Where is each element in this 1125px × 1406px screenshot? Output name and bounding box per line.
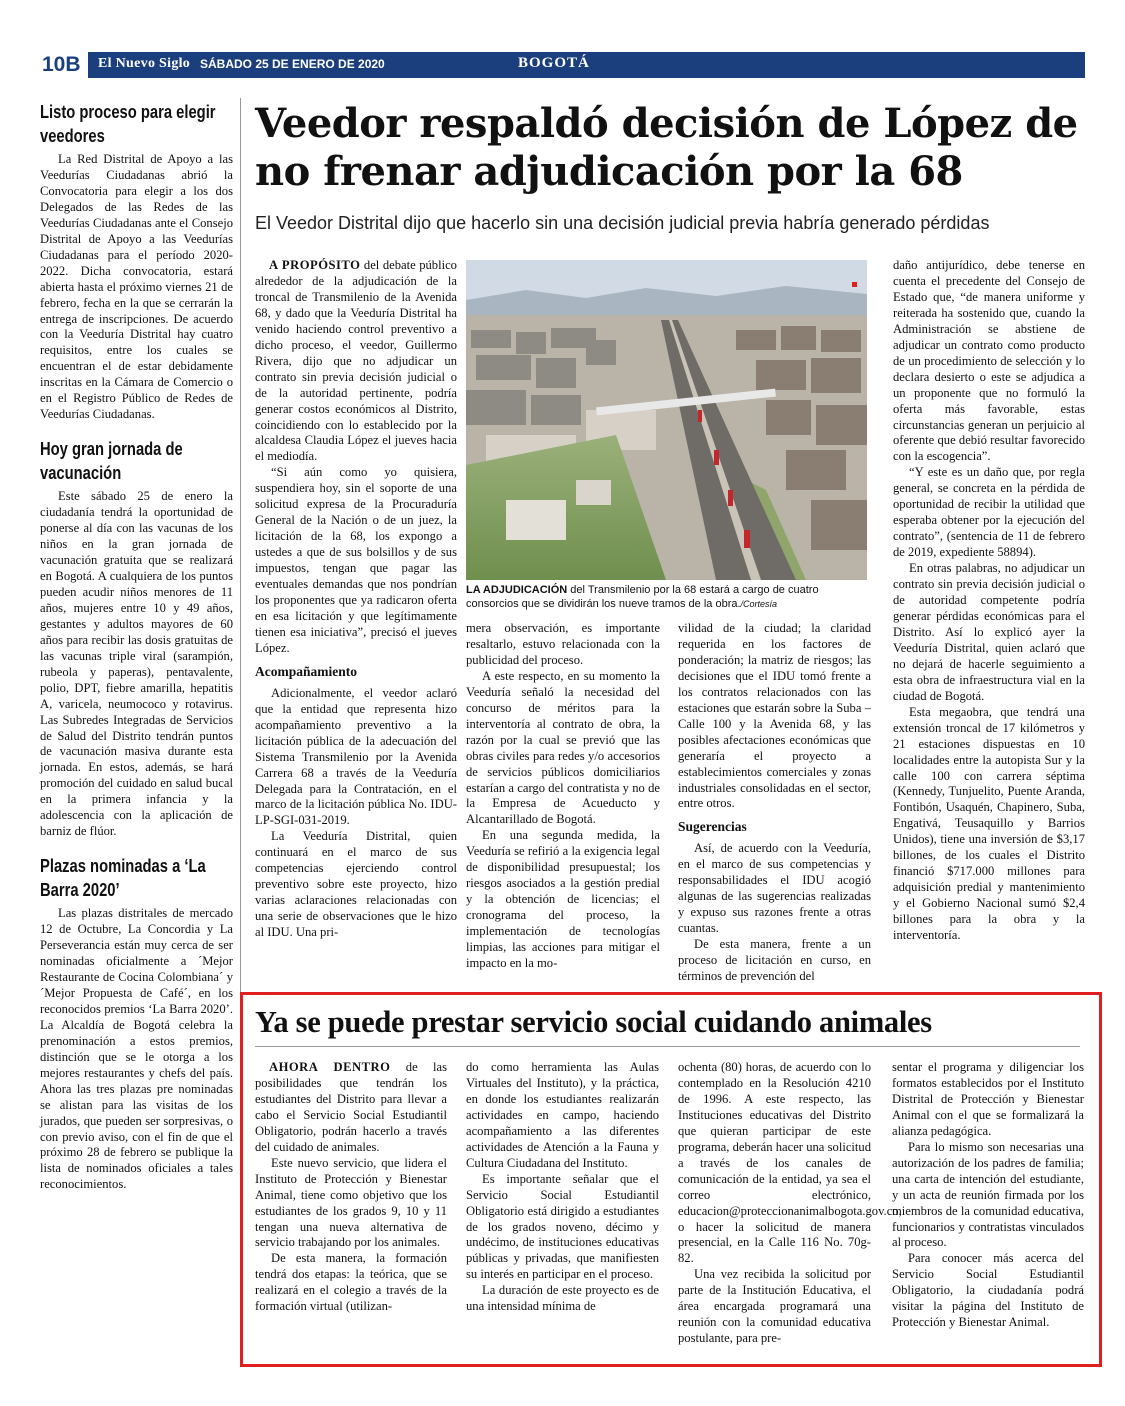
brief-body: Las plazas distritales de mercado 12 de Octubre, La Concordia y La Perseverancia están muy cerca de ser nominadas oficialmente a ´Mejor Restaurante de Cocina Colombiana´ y ´Mejor Propuesta de Café´, en los reconocidos premios ‘La Barra 2020’. La Alcaldía de Bogotá celebra la prenominación a estos premios, distinción que se le otorga a los mejores restaurantes y chefs del país. Ahora las tres plazas pre nominadas se alistan para las visitas de los jurados, que pueden ser sorpresivas, o con previo aviso, con el fin de que el próximo 28 de febrero se publique la lista de nominados oficiales a tales reconocimientos. [40,906,233,1192]
headline-rule [255,1046,1080,1047]
issue-date: SÁBADO 25 DE ENERO DE 2020 [200,57,385,71]
article-subtitle: Sugerencias [678,819,747,835]
article-paragraph: sentar el programa y diligenciar los formatos establecidos por el Instituto Distrital de Protección y Bienestar Animal con el que se formalizará la alianza pedagógica. [892,1060,1084,1138]
article-paragraph: vilidad de la ciudad; la claridad requerida en los factores de ponderación; la matriz de riesgos; las decisiones que el IDU tomó frente a los contratos relacionados con las estaciones que estarán sobre la Suba – Calle 100 y la Avenida 68, y las posibles afectaciones económicas que generaría el proyecto a establecimientos comerciales y zonas industriales consolidadas en el sector, entre otros. [678,621,871,811]
brief-title: Listo proceso para elegir veedores [40,102,216,146]
brief-plazas [40,854,233,1193]
brief-body: Este sábado 25 de enero la ciudadanía tendrá la oportunidad de ponerse al día con las vacunas de los niños en la gran jornada de vacunación gratuita que se realizará en Bogotá. A cualquiera de los puntos pueden acudir niños menores de 11 años, mujeres entre 10 y 49 años, gestantes y adultos mayores de 60 años para recibir las dosis gratuitas de las vacunas triple viral (sarampión, rubeola y paperas), pentavalente, polio, DPT, fiebre amarilla, hepatitis A, varicela, neumococo y rotavirus. Las Subredes Integradas de Servicios de Salud del Distrito tendrán puntos de vacunación masiva durante esta jornada. En estos, además, se hará promoción del cuidado en salud bucal en la primera infancia y la adolescencia con la aplicación de barniz de flúor. [40,489,233,839]
article-paragraph: Adicionalmente, el veedor aclaró que la entidad que representa hizo acompañamiento preventivo a la licitación pública de la adecuación del Sistema Transmilenio por la Avenida Carrera 68 a través de la Veeduría Delegada para la Contratación, en el marco de la licitación pública No. IDU-LP-SGI-031-2019. [255,685,457,828]
article-photo [466,260,867,580]
page-number: 10B [40,52,88,78]
brief-vacunacion [40,437,233,840]
sidebar-briefs [40,100,233,1193]
lead-in: AHORA DENTRO [269,1060,391,1074]
box-column-3 [678,1060,902,1347]
article-column-2 [466,621,660,972]
page-header-bar [40,52,1085,78]
article-column-3 [678,621,871,985]
article-paragraph: A este respecto, en su momento la Veeduría señaló la necesidad del concurso de méritos para la interventoría al contrato de obra, la razón por la cual se previó que las obras civiles para redes y/o accesorios de servicios públicos domiciliarios estarían a cargo del contratista y no de la Empresa de Acueducto y Alcantarillado de Bogotá. [466,668,660,827]
main-subhead: El Veedor Distrital dijo que hacerlo sin una decisión judicial previa habría generado pérdidas [255,213,990,233]
article-paragraph: La duración de este proyecto es de una intensidad mínima de [466,1283,659,1314]
article-paragraph: ochenta (80) horas, de acuerdo con lo contemplado en la Resolución 4210 de 1996. A este respecto, las Instituciones educativas del Distrito que quieran participar de este programa, deberán hacer una solicitud a través de los canales de comunicación de la entidad, ya sea el correo electrónico, educacion@proteccionanimalbogota.gov.co, o hacer la solicitud de manera presencial, en la Calle 116 No. 70g-82. [678,1060,902,1266]
article-paragraph: La Veeduría Distrital, quien continuará en el marco de sus competencias ejerciendo control preventivo sobre este proyecto, hizo varias aclaraciones relacionadas con una serie de observaciones que le hizo al IDU. Una pri- [255,829,457,940]
article-column-1 [255,258,457,941]
lead-in: A PROPÓSITO [269,258,361,272]
article-paragraph: De esta manera, frente a un proceso de licitación en curso, en términos de prevención del [678,937,871,984]
article-paragraph: Esta megaobra, que tendrá una extensión troncal de 17 kilómetros y 21 estaciones dispuestas en 10 localidades entre la autopista Sur y la calle 100 con carrera séptima (Kennedy, Tunjuelito, Puente Aranda, Fontibón, Usaquén, Chapinero, Suba, Engativá, Teusaquillo y Barrios Unidos), tiene una inversión de $3,17 billones, de los cuales el Distrito financió $717.000 millones para adquisición predial y mantenimiento y el Gobierno Nacional sumó $2,4 billones para la obra y la interventoría. [893,704,1085,943]
article-column-4 [893,258,1085,944]
article-paragraph: En una segunda medida, la Veeduría se refirió a la exigencia legal de disponibilidad presupuestal; los riesgos asociados a la gestión predial y la obtención de licencias; el cronograma del proceso, la implementación de tecnologías limpias, las acciones para mitigar el impacto en la mo- [466,828,660,971]
brief-title: Hoy gran jornada de vacunación [40,439,183,484]
article-paragraph: daño antijurídico, debe tenerse en cuenta el precedente del Consejo de Estado que, “de manera uniforme y reiterada ha sostenido que, cuando la Administración se abstiene de adjudicar un contrato como producto de un procedimiento de selección y lo declara desierto o este se adjudica a un proponente que no formuló la oferta más favorable, estas circunstancias generan un perjuicio al oferente que debió resultar favorecido con la escogencia”. [893,258,1085,464]
section-name: BOGOTÁ [518,55,590,71]
article-subtitle: Acompañamiento [255,663,357,679]
article-paragraph: “Y este es un daño que, por regla general, se concreta en la pérdida de oportunidad de recibir la utilidad que esperaba obtener por la ejecución del contrato”, (sentencia de 11 de febrero de 2019, expediente 58894). [893,465,1085,560]
article-paragraph: do como herramienta las Aulas Virtuales del Instituto), y la práctica, en donde los estudiantes realizarán actividades en campo, haciendo acompañamiento a las diferentes actividades de Atención a la Fauna y Cultura Ciudadana del Instituto. [466,1060,659,1170]
article-paragraph: “Si aún como yo quisiera, suspendiera hoy, sin el soporte de una solicitud expresa de la Procuraduría General de la Nación o de un juez, la licitación de la 68, los expongo a ustedes a que de sus bolsillos y de sus impuestos, tengan que pagar las eventuales demandas que nos pondrían los proponentes que ya radicaron oferta en esa licitación y que legítimamente tienen esa iniciativa”, precisó el jueves López. [255,465,457,655]
article-paragraph: Para conocer más acerca del Servicio Social Estudiantil Obligatorio, la ciudadanía podrá visitar la página del Instituto de Protección y Bienestar Animal. [892,1251,1084,1330]
box-column-2 [466,1060,659,1315]
brief-title: Plazas nominadas a ‘La Barra 2020’ [40,856,206,901]
article-paragraph: De esta manera, la formación tendrá dos etapas: la teórica, que se realizará en el colegio a través de la formación virtual (utilizan- [255,1251,447,1314]
caption-lead: LA ADJUDICACIÓN [466,584,568,596]
newspaper-name: El Nuevo Siglo [98,56,191,71]
article-paragraph: Una vez recibida la solicitud por parte de la Institución Educativa, el área encargada programará una reunión con la comunidad educativa postulante, para pre- [678,1267,871,1346]
box-column-4 [892,1060,1084,1331]
article-paragraph: Así, de acuerdo con la Veeduría, en el marco de sus competencias y responsabilidades el IDU acogió algunas de las sugerencias realizadas y expuso sus razones frente a otras cuantas. [678,841,871,936]
article-paragraph: Este nuevo servicio, que lidera el Instituto de Protección y Bienestar Animal, tiene como objetivo que los estudiantes de los grados 9, 10 y 11 tengan una nueva alternativa de servicio trabajando por los animales. [255,1155,447,1250]
box-column-1 [255,1060,447,1315]
article-paragraph: Para lo mismo son necesarias una autorización de los padres de familia; una carta de intención del estudiante, y un acta de reunión firmada por los miembros de la comunidad educativa, funcionarios y contratistas vinculados al proceso. [892,1139,1084,1250]
article-paragraph: En otras palabras, no adjudicar un contrato sin previa decisión judicial o de autoridad competente podría generar pérdidas económicas para el Distrito. Así lo explicó ayer la Veeduría Distrital, quien aclaró que no dejará de hacerle seguimiento a esta obra de infraestructura vial en la ciudad de Bogotá. [893,561,1085,703]
main-headline: Veedor respaldó decisión de López de no frenar adjudicación por la 68 [255,100,1078,195]
article-paragraph: AHORA DENTRO de las posibilidades que tendrán los estudiantes del Distrito para llevar a cabo el Servicio Social Estudiantil Obligatorio, podrán hacerlo a través del cuidado de animales. [255,1060,448,1154]
aerial-city-photo [466,260,867,580]
article-paragraph: mera observación, es importante resaltarlo, estuvo relacionada con la publicidad del proceso. [466,621,660,667]
brief-veedores [40,100,233,423]
brief-body: La Red Distrital de Apoyo a las Veedurías Ciudadanas abrió la Convocatoria para elegir a los dos Delegados de las Redes de las Veedurías Ciudadanas ante el Consejo Distrital de Apoyo a las Veedurías Ciudadanas para el período 2020-2022. Dicha convocatoria, estará abierta hasta el próximo viernes 21 de febrero, fecha en la que se cerrarán la entrega de inscripciones. De acuerdo con la Veeduría Distrital hay cuatro requisitos, entre los cuales se encuentran el de estar debidamente inscritas en la Cámara de Comercio o en el Registro Público de Redes de Veedurías Ciudadanas. [40,152,233,422]
photo-credit: /Cortesía [740,599,778,609]
article-paragraph: Es importante señalar que el Servicio Social Estudiantil Obligatorio está dirigido a estudiantes de los grados noveno, décimo y undécimo, de instituciones educativas públicas y privadas, que manifiesten su interés en participar en el proceso. [466,1171,659,1282]
boxed-article-headline: Ya se puede prestar servicio social cuidando animales [255,1005,932,1039]
photo-caption: LA ADJUDICACIÓN del Transmilenio por la 68 estará a cargo de cuatro consorcios que se dividirán los nueve tramos de la obra./Cortesía [466,584,819,610]
article-paragraph: A PROPÓSITO del debate público alrededor de la adjudicación de la troncal de Transmilenio de la Avenida 68, y dado que la Veeduría Distrital ha venido haciendo control preventivo a dicho proceso, el veedor, Guillermo Rivera, dijo que no adjudicar un contrato sin previa decisión judicial o de la autoridad pertinente, podría generar costos económicos al Distrito, coincidiendo con lo establecido por la alcaldesa Claudia López el jueves hacia el mediodía. [255,258,457,464]
